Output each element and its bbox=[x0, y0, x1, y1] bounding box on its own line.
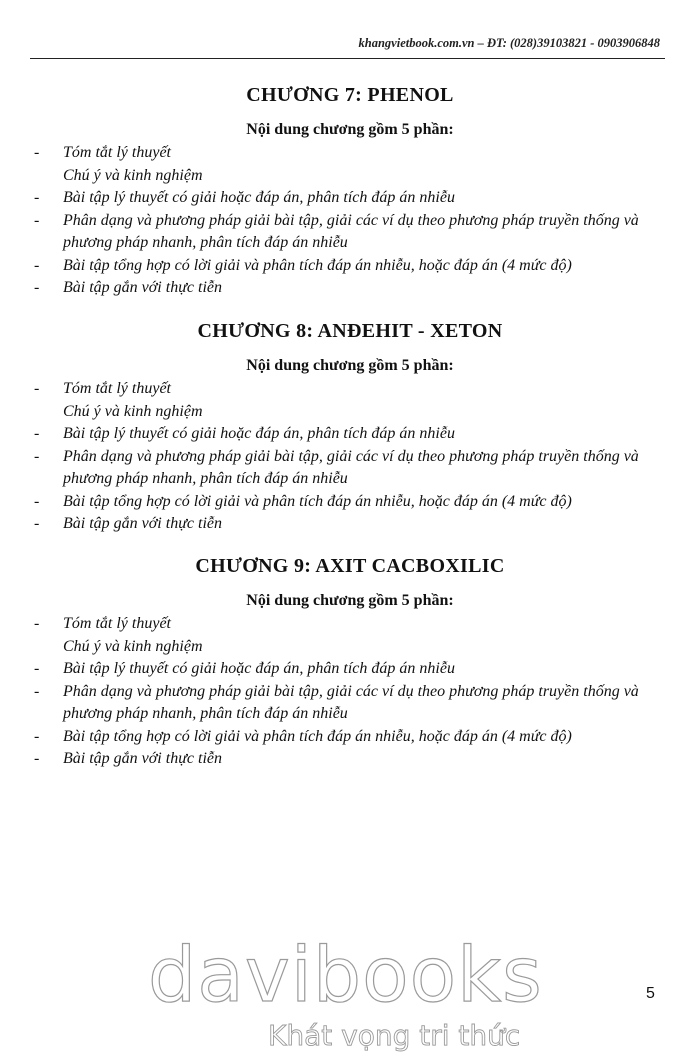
list-item-text: Bài tập gắn với thực tiễn bbox=[63, 750, 223, 767]
chapter-8 bbox=[0, 320, 700, 536]
watermark-slogan: Khát vọng tri thức bbox=[268, 1019, 521, 1052]
list-dash: - bbox=[34, 750, 40, 767]
list-dash: - bbox=[34, 727, 40, 745]
list-item-text: Bài tập gắn với thực tiễn bbox=[63, 515, 223, 532]
chapter-subtitle: Nội dung chương gồm 5 phần: bbox=[246, 592, 454, 609]
list-item bbox=[0, 142, 700, 165]
list-dash: - bbox=[34, 425, 40, 442]
list-item bbox=[0, 187, 700, 210]
list-item-text: Phân dạng và phương pháp giải bài tập, giải các ví dụ theo phương pháp truyền thống và phương pháp nhanh, phân tích đáp án nhiễu bbox=[63, 682, 639, 722]
list-item bbox=[0, 491, 700, 514]
list-item bbox=[0, 658, 700, 681]
list-item bbox=[0, 748, 700, 771]
chapter-contents-list bbox=[0, 142, 700, 300]
chapter-contents-list bbox=[0, 613, 700, 771]
chapter-subtitle: Nội dung chương gồm 5 phần: bbox=[246, 357, 454, 374]
list-item bbox=[0, 378, 700, 401]
list-item bbox=[0, 636, 700, 659]
page-header: khangvietbook.com.vn – ĐT: (028)39103821 - 0903906848 bbox=[358, 36, 660, 50]
list-item bbox=[0, 681, 700, 726]
chapter-title: CHƯƠNG 7: PHENOL bbox=[246, 84, 454, 106]
list-dash: - bbox=[34, 189, 40, 206]
list-item bbox=[0, 255, 700, 278]
list-item-text: Tóm tắt lý thuyết bbox=[63, 615, 171, 632]
chapter-subtitle: Nội dung chương gồm 5 phần: bbox=[246, 121, 454, 138]
list-item-text: Bài tập gắn với thực tiễn bbox=[63, 279, 223, 296]
list-item-text: Chú ý và kinh nghiệm bbox=[63, 637, 203, 655]
list-item-text: Tóm tắt lý thuyết bbox=[63, 380, 171, 397]
watermark-logo: davibooks bbox=[148, 930, 543, 1019]
list-dash: - bbox=[34, 447, 40, 465]
list-dash: - bbox=[34, 279, 40, 296]
list-dash: - bbox=[34, 615, 40, 632]
list-dash: - bbox=[34, 380, 40, 397]
list-dash: - bbox=[34, 492, 40, 510]
list-dash: - bbox=[34, 660, 40, 677]
list-item-text: Tóm tắt lý thuyết bbox=[63, 144, 171, 161]
chapter-contents-list bbox=[0, 378, 700, 536]
list-item-text: Bài tập lý thuyết có giải hoặc đáp án, phân tích đáp án nhiễu bbox=[63, 660, 455, 677]
chapter-title: CHƯƠNG 9: AXIT CACBOXILIC bbox=[195, 555, 505, 577]
list-item bbox=[0, 210, 700, 255]
list-dash: - bbox=[34, 211, 40, 229]
list-item-text: Bài tập lý thuyết có giải hoặc đáp án, phân tích đáp án nhiễu bbox=[63, 189, 455, 206]
list-item-text: Bài tập tổng hợp có lời giải và phân tích đáp án nhiễu, hoặc đáp án (4 mức độ) bbox=[63, 492, 572, 510]
list-dash: - bbox=[34, 515, 40, 532]
list-item-text: Phân dạng và phương pháp giải bài tập, giải các ví dụ theo phương pháp truyền thống và phương pháp nhanh, phân tích đáp án nhiễu bbox=[63, 447, 639, 487]
chapter-9 bbox=[0, 555, 700, 771]
list-item bbox=[0, 423, 700, 446]
list-item-text: Bài tập tổng hợp có lời giải và phân tích đáp án nhiễu, hoặc đáp án (4 mức độ) bbox=[63, 727, 572, 745]
list-dash: - bbox=[34, 256, 40, 274]
list-item-text: Bài tập lý thuyết có giải hoặc đáp án, phân tích đáp án nhiễu bbox=[63, 425, 455, 442]
page-number: 5 bbox=[646, 985, 655, 1002]
list-item bbox=[0, 613, 700, 636]
list-item bbox=[0, 446, 700, 491]
list-dash: - bbox=[34, 144, 40, 161]
chapter-title: CHƯƠNG 8: ANĐEHIT - XETON bbox=[197, 320, 503, 342]
list-item-text: Chú ý và kinh nghiệm bbox=[63, 402, 203, 420]
list-item bbox=[0, 726, 700, 749]
list-item-text: Chú ý và kinh nghiệm bbox=[63, 166, 203, 184]
list-item bbox=[0, 165, 700, 188]
chapter-7 bbox=[0, 84, 700, 300]
header-divider bbox=[30, 58, 665, 59]
list-item-text: Bài tập tổng hợp có lời giải và phân tích đáp án nhiễu, hoặc đáp án (4 mức độ) bbox=[63, 256, 572, 274]
list-item bbox=[0, 277, 700, 300]
list-item-text: Phân dạng và phương pháp giải bài tập, giải các ví dụ theo phương pháp truyền thống và phương pháp nhanh, phân tích đáp án nhiễu bbox=[63, 211, 639, 251]
list-item bbox=[0, 401, 700, 424]
list-dash: - bbox=[34, 682, 40, 700]
list-item bbox=[0, 513, 700, 536]
